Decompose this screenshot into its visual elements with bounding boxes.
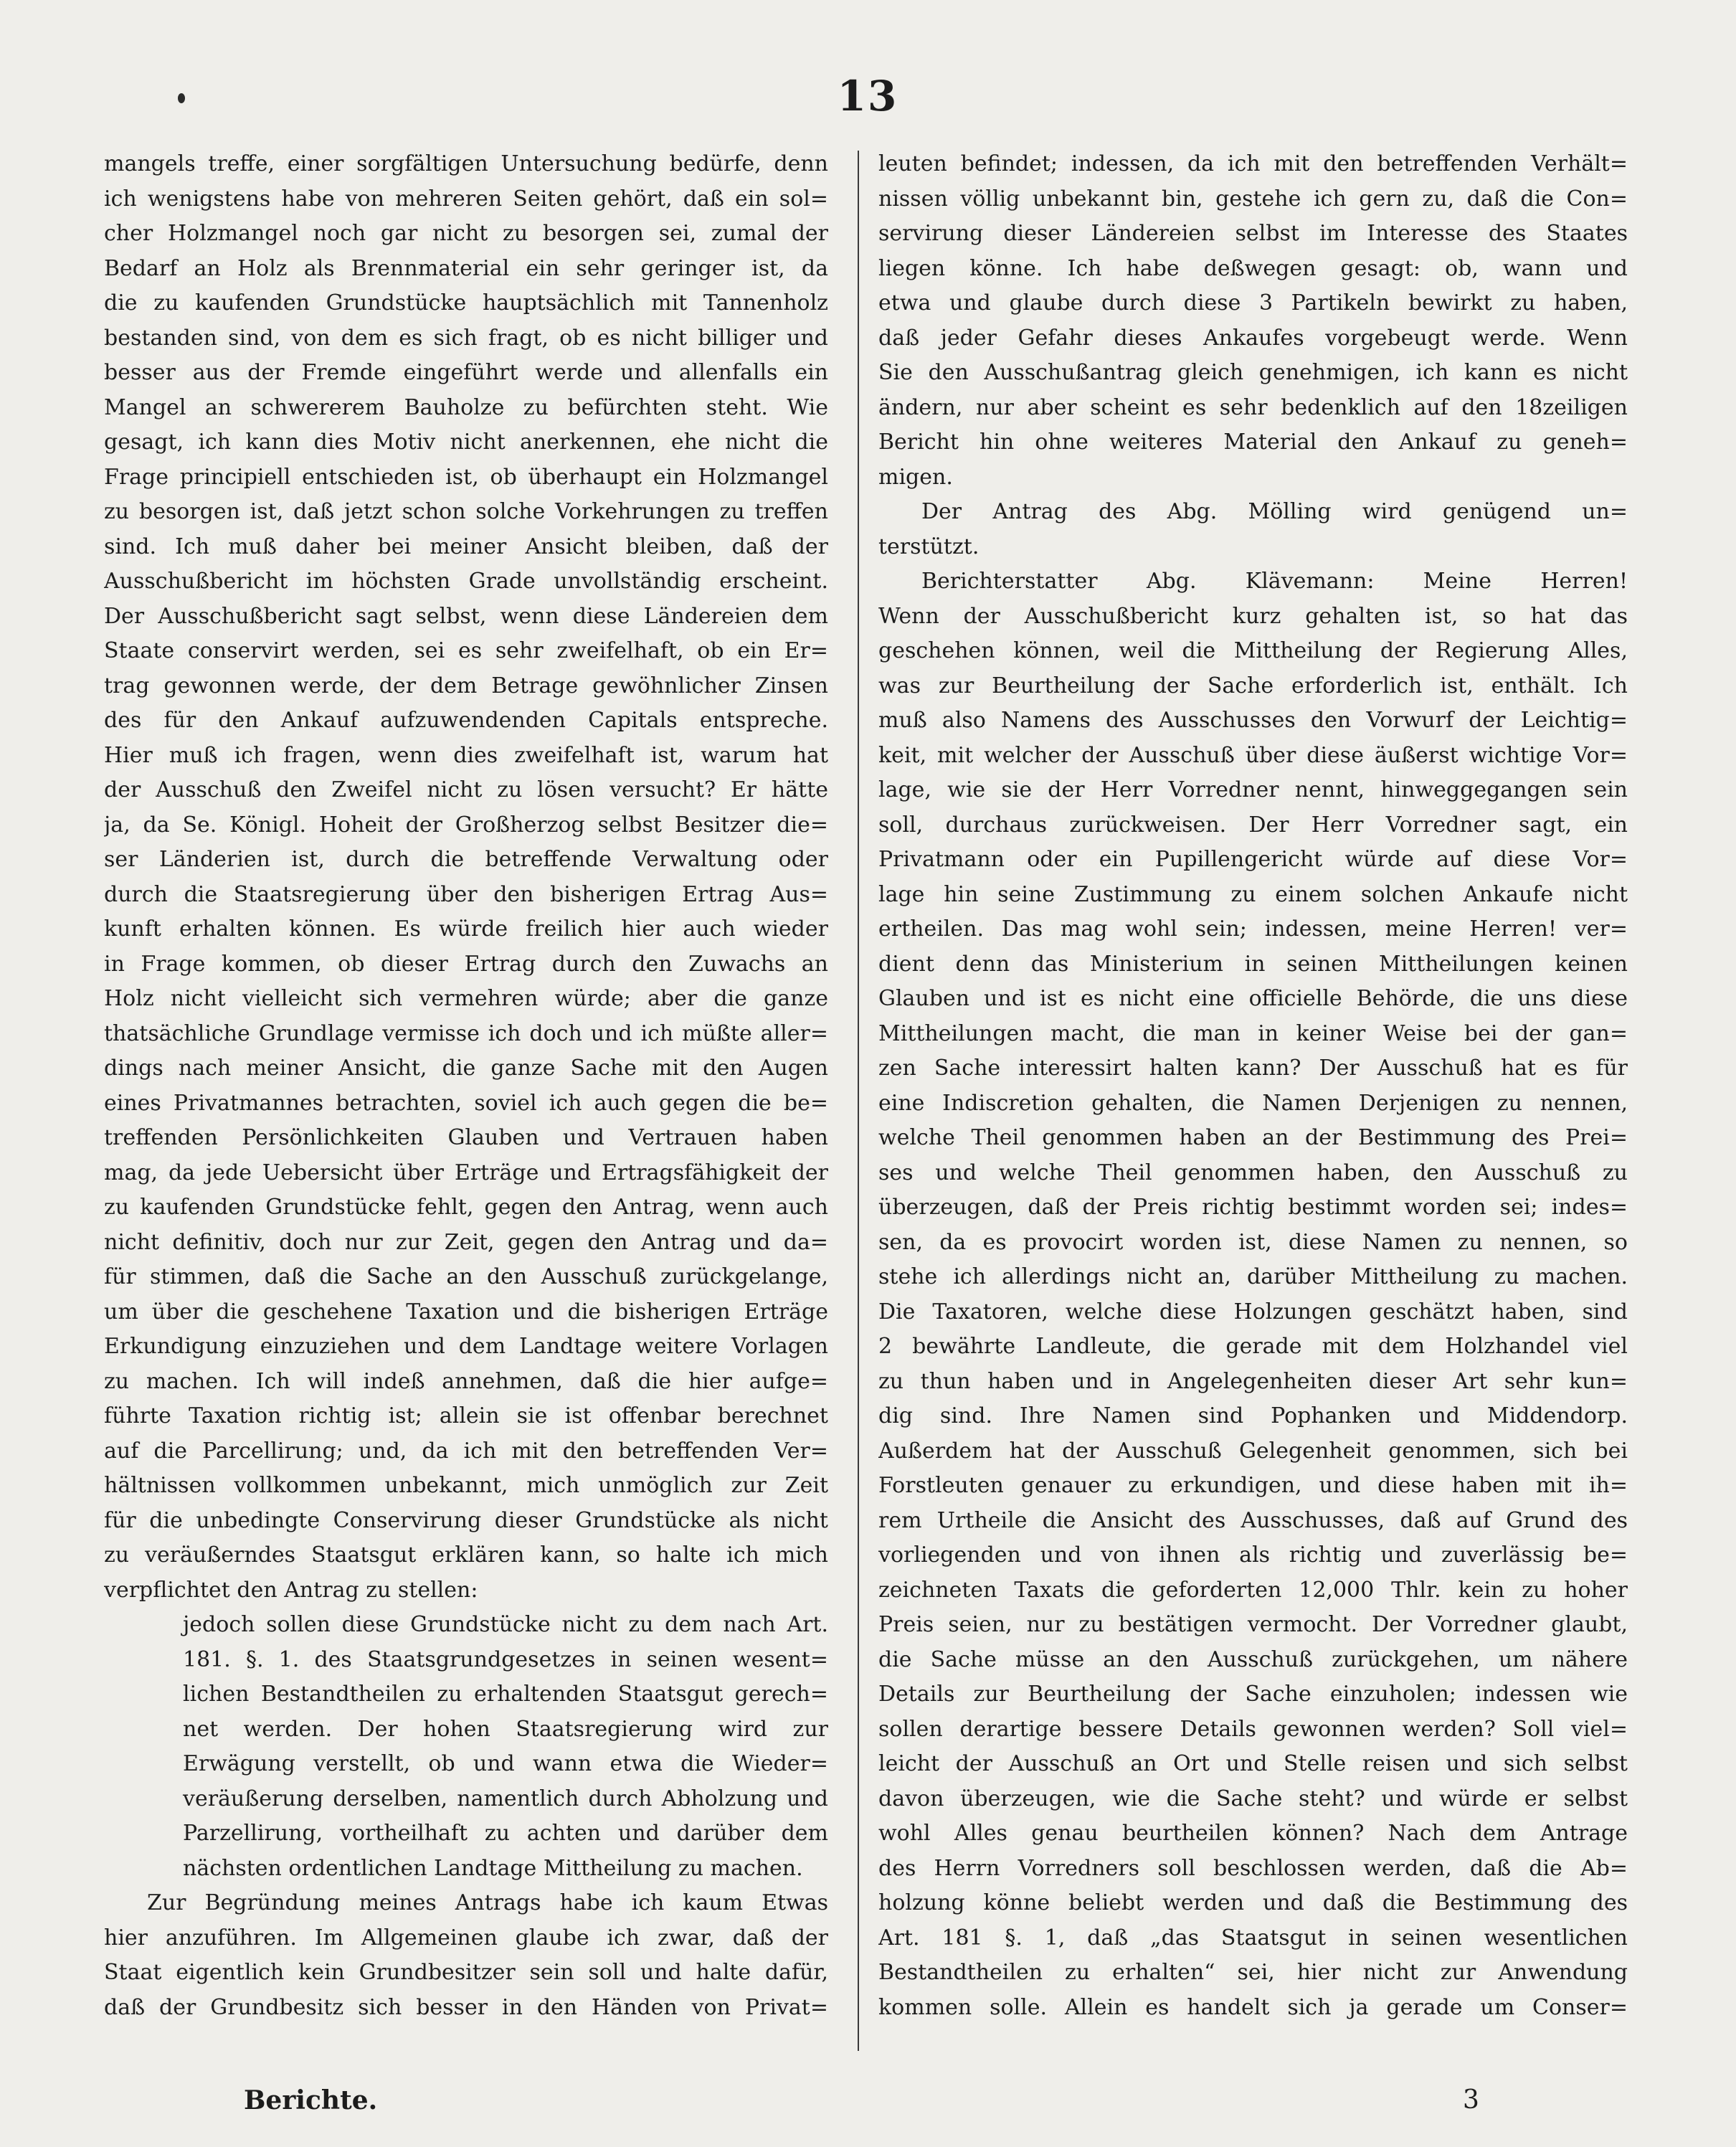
text-line: Mittheilungen macht, die man in keiner Weise bei der gan= [878, 1020, 1628, 1046]
text-line: zu veräußerndes Staatsgut erklären kann, so halte ich mich [104, 1542, 828, 1568]
footer-signature: Berichte. [244, 2085, 378, 2115]
text-line: nicht definitiv, doch nur zur Zeit, gegen den Antrag und da= [104, 1229, 828, 1255]
text-line: Staate conservirt werden, sei es sehr zweifelhaft, ob ein Er= [104, 638, 828, 663]
text-line: welche Theil genommen haben an der Bestimmung des Prei= [878, 1125, 1628, 1150]
text-line: terstützt. [878, 534, 980, 559]
text-line: Hier muß ich fragen, wenn dies zweifelhaft ist, warum hat [104, 742, 828, 768]
text-line: Wenn der Ausschußbericht kurz gehalten ist, so hat das [878, 603, 1628, 629]
text-line: Parzellirung, vortheilhaft zu achten und darüber dem [183, 1821, 828, 1846]
text-line: Holz nicht vielleicht sich vermehren würde; aber die ganze [104, 986, 828, 1011]
text-line: thatsächliche Grundlage vermisse ich doch und ich müßte aller= [104, 1020, 828, 1046]
text-line: ja, da Se. Königl. Hoheit der Großherzog selbst Besitzer die= [104, 812, 828, 838]
text-line: treffenden Persönlichkeiten Glauben und Vertrauen haben [104, 1125, 828, 1150]
text-line: nächsten ordentlichen Landtage Mittheilung zu machen. [183, 1855, 803, 1881]
text-line: besser aus der Fremde eingeführt werde und allenfalls ein [104, 360, 828, 385]
page-dot [178, 93, 185, 103]
text-line: Erkundigung einzuziehen und dem Landtage weitere Vorlagen [104, 1334, 828, 1359]
text-line: zu thun haben und in Angelegenheiten dieser Art sehr kun= [878, 1368, 1628, 1394]
text-line: hier anzuführen. Im Allgemeinen glaube ich zwar, daß der [104, 1925, 828, 1951]
text-line: um über die geschehene Taxation und die bisherigen Erträge [104, 1299, 828, 1324]
text-line: zu besorgen ist, daß jetzt schon solche Vorkehrungen zu treffen [104, 499, 828, 524]
text-line: nissen völlig unbekannt bin, gestehe ich gern zu, daß die Con= [878, 186, 1628, 212]
text-line: Privatmann oder ein Pupillengericht würde auf diese Vor= [878, 847, 1628, 872]
text-line: führte Taxation richtig ist; allein sie ist offenbar berechnet [104, 1403, 828, 1428]
text-line: holzung könne beliebt werden und daß die Bestimmung des [878, 1890, 1628, 1915]
text-line: bestanden sind, von dem es sich fragt, ob es nicht billiger und [104, 325, 828, 351]
text-line: Glauben und ist es nicht eine officielle Behörde, die uns diese [878, 986, 1628, 1011]
text-line: sen, da es provocirt worden ist, diese Namen zu nennen, so [878, 1229, 1628, 1255]
text-line: kommen solle. Allein es handelt sich ja gerade um Conser= [878, 1994, 1628, 2020]
text-line: zu kaufenden Grundstücke fehlt, gegen den Antrag, wenn auch [104, 1195, 828, 1220]
text-line: lage hin seine Zustimmung zu einem solchen Ankaufe nicht [878, 881, 1628, 907]
text-line: Preis seien, nur zu bestätigen vermocht. Der Vorredner glaubt, [878, 1612, 1628, 1637]
text-line: davon überzeugen, wie die Sache steht? und würde er selbst [878, 1786, 1628, 1811]
text-line: veräußerung derselben, namentlich durch Abholzung und [183, 1786, 828, 1811]
text-line: leicht der Ausschuß an Ort und Stelle reisen und sich selbst [878, 1751, 1628, 1776]
text-line: der Ausschuß den Zweifel nicht zu lösen versucht? Er hätte [104, 777, 828, 802]
left-column [104, 147, 828, 2025]
text-line: trag gewonnen werde, der dem Betrage gewöhnlicher Zinsen [104, 673, 828, 698]
text-line: liegen könne. Ich habe deßwegen gesagt: ob, wann und [878, 255, 1628, 281]
text-line: sollen derartige bessere Details gewonnen werden? Soll viel= [878, 1716, 1628, 1742]
text-line: mag, da jede Uebersicht über Erträge und Ertragsfähigkeit der [104, 1160, 828, 1185]
text-line: überzeugen, daß der Preis richtig bestimmt worden sei; indes= [878, 1195, 1628, 1220]
text-line: eines Privatmannes betrachten, soviel ich auch gegen die be= [104, 1090, 828, 1116]
text-line: Forstleuten genauer zu erkundigen, und diese haben mit ih= [878, 1473, 1628, 1498]
text-line: lage, wie sie der Herr Vorredner nennt, hinweggegangen sein [878, 777, 1628, 802]
text-line: stehe ich allerdings nicht an, darüber Mittheilung zu machen. [878, 1264, 1628, 1289]
text-line: Erwägung verstellt, ob und wann etwa die Wieder= [183, 1751, 828, 1776]
text-line: hältnissen vollkommen unbekannt, mich unmöglich zur Zeit [104, 1473, 828, 1498]
text-line: Ausschußbericht im höchsten Grade unvollständig erscheint. [104, 569, 828, 594]
text-line: daß der Grundbesitz sich besser in den Händen von Privat= [104, 1994, 828, 2020]
text-line: geschehen können, weil die Mittheilung der Regierung Alles, [878, 638, 1628, 663]
text-line: Sie den Ausschußantrag gleich genehmigen, ich kann es nicht [878, 360, 1628, 385]
text-line: sind. Ich muß daher bei meiner Ansicht bleiben, daß der [104, 534, 828, 559]
text-line: 181. §. 1. des Staatsgrundgesetzes in seinen wesent= [183, 1646, 828, 1672]
text-line: Bedarf an Holz als Brennmaterial ein sehr geringer ist, da [104, 255, 828, 281]
text-line: Art. 181 §. 1, daß „das Staatsgut in seinen wesentlichen [878, 1925, 1628, 1951]
text-line: dig sind. Ihre Namen sind Pophanken und Middendorp. [878, 1403, 1628, 1428]
text-line: vorliegenden und von ihnen als richtig und zuverlässig be= [878, 1542, 1628, 1568]
text-line: zu machen. Ich will indeß annehmen, daß die hier aufge= [104, 1368, 828, 1394]
text-line: soll, durchaus zurückweisen. Der Herr Vorredner sagt, ein [878, 812, 1628, 838]
text-line: auf die Parcellirung; und, da ich mit den betreffenden Ver= [104, 1438, 828, 1464]
text-line: gesagt, ich kann dies Motiv nicht anerkennen, ehe nicht die [104, 430, 828, 455]
text-line: rem Urtheile die Ansicht des Ausschusses, daß auf Grund des [878, 1507, 1628, 1533]
text-line: daß jeder Gefahr dieses Ankaufes vorgebeugt werde. Wenn [878, 325, 1628, 351]
text-line: zen Sache interessirt halten kann? Der Ausschuß hat es für [878, 1056, 1628, 1081]
text-line: dings nach meiner Ansicht, die ganze Sache mit den Augen [104, 1056, 828, 1081]
text-line: die zu kaufenden Grundstücke hauptsächlich mit Tannenholz [104, 290, 828, 316]
text-line: des Herrn Vorredners soll beschlossen werden, daß die Ab= [878, 1855, 1628, 1881]
text-line: für die unbedingte Conservirung dieser Grundstücke als nicht [104, 1507, 828, 1533]
text-line: servirung dieser Ländereien selbst im Interesse des Staates [878, 221, 1628, 246]
text-line: Der Antrag des Abg. Mölling wird genügend un= [921, 499, 1628, 524]
text-line: Die Taxatoren, welche diese Holzungen geschätzt haben, sind [878, 1299, 1628, 1324]
text-line: Frage principiell entschieden ist, ob überhaupt ein Holzmangel [104, 464, 828, 490]
text-line: 2 bewährte Landleute, die gerade mit dem Holzhandel viel [878, 1334, 1628, 1359]
text-line: ser Länderien ist, durch die betreffende Verwaltung oder [104, 847, 828, 872]
text-line: ertheilen. Das mag wohl sein; indessen, meine Herren! ver= [878, 916, 1628, 942]
text-line: mangels treffe, einer sorgfältigen Untersuchung bedürfe, denn [104, 151, 828, 176]
text-line: Zur Begründung meines Antrags habe ich kaum Etwas [147, 1890, 828, 1915]
text-line: ses und welche Theil genommen haben, den Ausschuß zu [878, 1160, 1628, 1185]
text-line: keit, mit welcher der Ausschuß über diese äußerst wichtige Vor= [878, 742, 1628, 768]
text-line: Mangel an schwererem Bauholze zu befürchten steht. Wie [104, 394, 828, 420]
text-line: wohl Alles genau beurtheilen können? Nach dem Antrage [878, 1821, 1628, 1846]
column-divider [858, 151, 859, 2051]
text-line: jedoch sollen diese Grundstücke nicht zu dem nach Art. [183, 1612, 828, 1637]
text-line: Details zur Beurtheilung der Sache einzuholen; indessen wie [878, 1682, 1628, 1707]
text-line: cher Holzmangel noch gar nicht zu besorgen sei, zumal der [104, 221, 828, 246]
text-line: lichen Bestandtheilen zu erhaltenden Staatsgut gerech= [183, 1682, 828, 1707]
text-line: Staat eigentlich kein Grundbesitzer sein soll und halte dafür, [104, 1960, 828, 1985]
text-line: muß also Namens des Ausschusses den Vorwurf der Leichtig= [878, 708, 1628, 733]
text-line: kunft erhalten können. Es würde freilich hier auch wieder [104, 916, 828, 942]
text-line: die Sache müsse an den Ausschuß zurückgehen, um nähere [878, 1646, 1628, 1672]
text-line: Bestandtheilen zu erhalten“ sei, hier nicht zur Anwendung [878, 1960, 1628, 1985]
text-line: Der Ausschußbericht sagt selbst, wenn diese Ländereien dem [104, 603, 828, 629]
text-line: net werden. Der hohen Staatsregierung wird zur [183, 1716, 828, 1742]
text-line: in Frage kommen, ob dieser Ertrag durch den Zuwachs an [104, 951, 828, 977]
text-line: verpflichtet den Antrag zu stellen: [104, 1577, 478, 1603]
text-line: durch die Staatsregierung über den bisherigen Ertrag Aus= [104, 881, 828, 907]
footer-sheet-number: 3 [1463, 2085, 1479, 2115]
text-line: zeichneten Taxats die geforderten 12,000 Thlr. kein zu hoher [878, 1577, 1628, 1603]
text-line: des für den Ankauf aufzuwendenden Capitals entspreche. [104, 708, 828, 733]
text-line: ich wenigstens habe von mehreren Seiten gehört, daß ein sol= [104, 186, 828, 212]
text-line: Außerdem hat der Ausschuß Gelegenheit genommen, sich bei [878, 1438, 1628, 1464]
text-line: migen. [878, 464, 953, 490]
page-number: 13 [837, 72, 898, 120]
text-line: Bericht hin ohne weiteres Material den Ankauf zu geneh= [878, 430, 1628, 455]
text-line: eine Indiscretion gehalten, die Namen Derjenigen zu nennen, [878, 1090, 1628, 1116]
text-line: für stimmen, daß die Sache an den Ausschuß zurückgelange, [104, 1264, 828, 1289]
text-line: etwa und glaube durch diese 3 Partikeln bewirkt zu haben, [878, 290, 1628, 316]
text-line: leuten befindet; indessen, da ich mit den betreffenden Verhält= [878, 151, 1628, 176]
text-line: dient denn das Ministerium in seinen Mittheilungen keinen [878, 951, 1628, 977]
text-line: was zur Beurtheilung der Sache erforderlich ist, enthält. Ich [878, 673, 1628, 698]
right-column [878, 147, 1628, 2025]
text-line: Berichterstatter Abg. Klävemann: Meine Herren! [921, 569, 1628, 594]
text-line: ändern, nur aber scheint es sehr bedenklich auf den 18zeiligen [878, 394, 1628, 420]
